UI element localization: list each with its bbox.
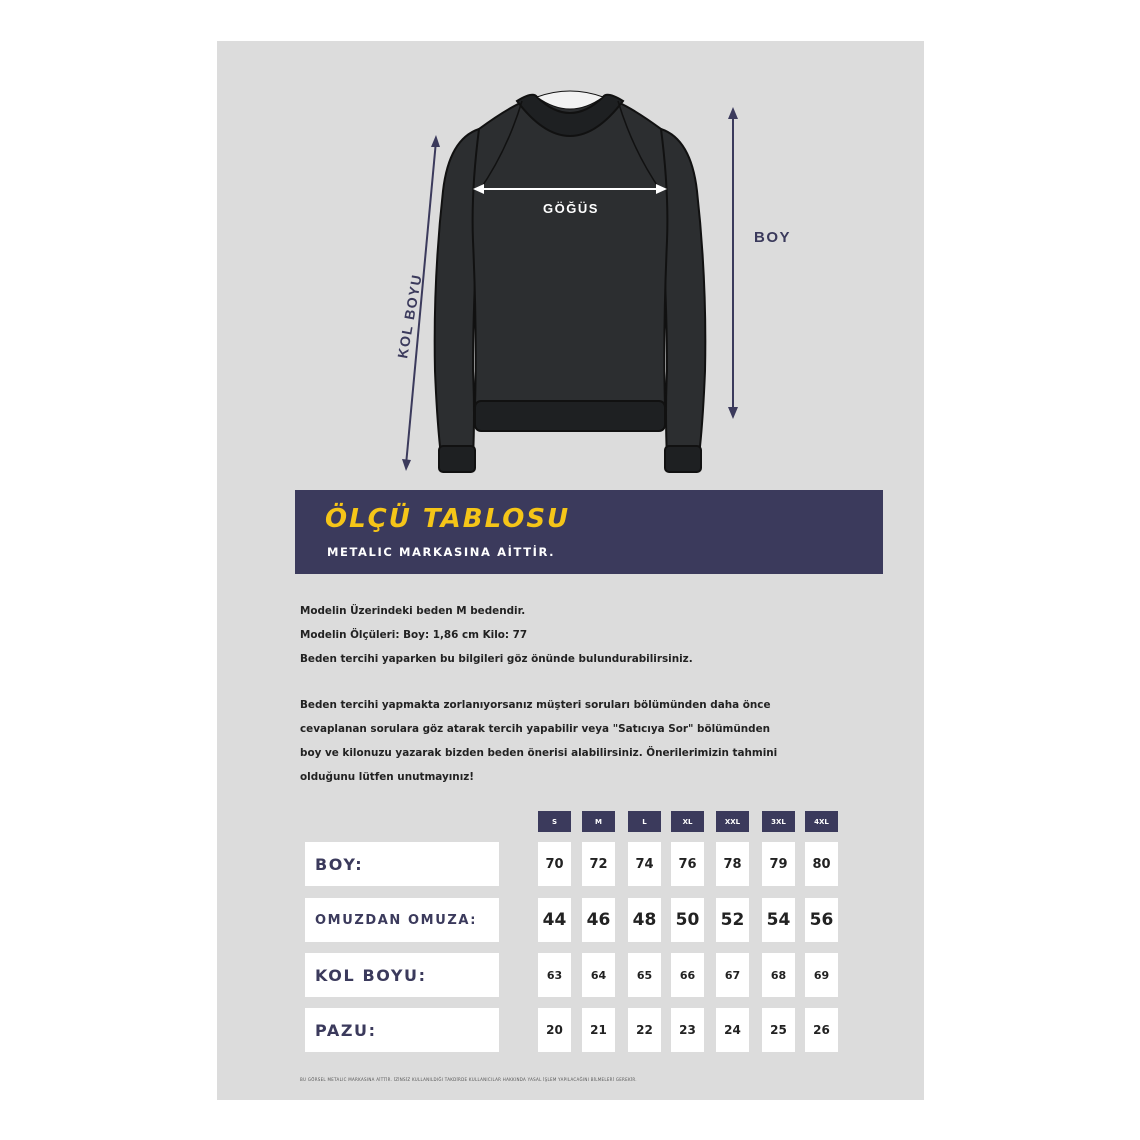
size-header: 3XL: [762, 811, 795, 832]
value-cell: 69: [805, 953, 838, 997]
row-label-sleeve: KOL BOYU:: [305, 953, 499, 997]
value-cell: 23: [671, 1008, 704, 1052]
torso: [473, 97, 668, 406]
length-label: BOY: [754, 229, 792, 246]
length-arrow-top: [728, 107, 738, 119]
value-cell: 72: [582, 842, 615, 886]
value-cell: 70: [538, 842, 571, 886]
sweatshirt-illustration: [217, 41, 924, 501]
advice-line-1: Beden tercihi yapmakta zorlanıyorsanız müşteri soruları bölümünden daha önce: [300, 699, 771, 711]
value-cell: 78: [716, 842, 749, 886]
value-cell: 52: [716, 898, 749, 942]
size-header: 4XL: [805, 811, 838, 832]
brand-subtitle: METALIC MARKASINA AİTTİR.: [327, 545, 556, 559]
left-cuff: [439, 446, 475, 472]
info-line-2: Modelin Ölçüleri: Boy: 1,86 cm Kilo: 77: [300, 629, 528, 641]
left-sleeve: [435, 129, 479, 459]
size-chart-title: ÖLÇÜ TABLOSU: [325, 504, 571, 534]
row-label-boy: BOY:: [305, 842, 499, 886]
value-cell: 76: [671, 842, 704, 886]
info-line-1: Modelin Üzerindeki beden M bedendir.: [300, 605, 526, 617]
row-label-bicep: PAZU:: [305, 1008, 499, 1052]
value-cell: 66: [671, 953, 704, 997]
value-cell: 54: [762, 898, 795, 942]
size-header: XXL: [716, 811, 749, 832]
chest-label: GÖĞÜS: [543, 201, 599, 216]
value-cell: 79: [762, 842, 795, 886]
value-cell: 26: [805, 1008, 838, 1052]
value-cell: 65: [628, 953, 661, 997]
value-cell: 74: [628, 842, 661, 886]
size-header: S: [538, 811, 571, 832]
value-cell: 20: [538, 1008, 571, 1052]
size-header: M: [582, 811, 615, 832]
right-cuff: [665, 446, 701, 472]
value-cell: 56: [805, 898, 838, 942]
copyright-note: BU GÖRSEL METALIC MARKASINA AİTTİR. İZİNSİZ KULLANILDIĞI TAKDİRDE KULLANICILAR HAKKINDA YASAL İŞLEM YAPILACAĞINI BİLMELERİ GEREKİR.: [300, 1077, 637, 1082]
model-info: [300, 599, 880, 789]
right-sleeve: [661, 129, 705, 459]
value-cell: 63: [538, 953, 571, 997]
value-cell: 24: [716, 1008, 749, 1052]
value-cell: 68: [762, 953, 795, 997]
advice-line-2: cevaplanan sorulara göz atarak tercih yapabilir veya "Satıcıya Sor" bölümünden: [300, 723, 771, 735]
sleeve-arrow-top: [431, 135, 440, 147]
info-line-3: Beden tercihi yaparken bu bilgileri göz önünde bulundurabilirsiniz.: [300, 653, 693, 665]
size-header-row: [217, 811, 924, 833]
value-cell: 22: [628, 1008, 661, 1052]
size-chart-card: [217, 41, 924, 1100]
size-header: L: [628, 811, 661, 832]
row-label-shoulder: OMUZDAN OMUZA:: [305, 898, 499, 942]
value-cell: 48: [628, 898, 661, 942]
value-cell: 25: [762, 1008, 795, 1052]
value-cell: 46: [582, 898, 615, 942]
advice-line-3: boy ve kilonuzu yazarak bizden beden önerisi alabilirsiniz. Önerilerimizin tahmini: [300, 747, 778, 759]
value-cell: 21: [582, 1008, 615, 1052]
value-cell: 64: [582, 953, 615, 997]
sleeve-arrow-bottom: [402, 459, 411, 471]
sleeve-label: KOL BOYU: [394, 272, 425, 360]
value-cell: 80: [805, 842, 838, 886]
size-header: XL: [671, 811, 704, 832]
length-arrow-bottom: [728, 407, 738, 419]
size-chart-banner: [295, 490, 883, 574]
value-cell: 44: [538, 898, 571, 942]
bottom-rib: [475, 401, 665, 431]
advice-line-4: olduğunu lütfen unutmayınız!: [300, 771, 475, 783]
value-cell: 67: [716, 953, 749, 997]
value-cell: 50: [671, 898, 704, 942]
